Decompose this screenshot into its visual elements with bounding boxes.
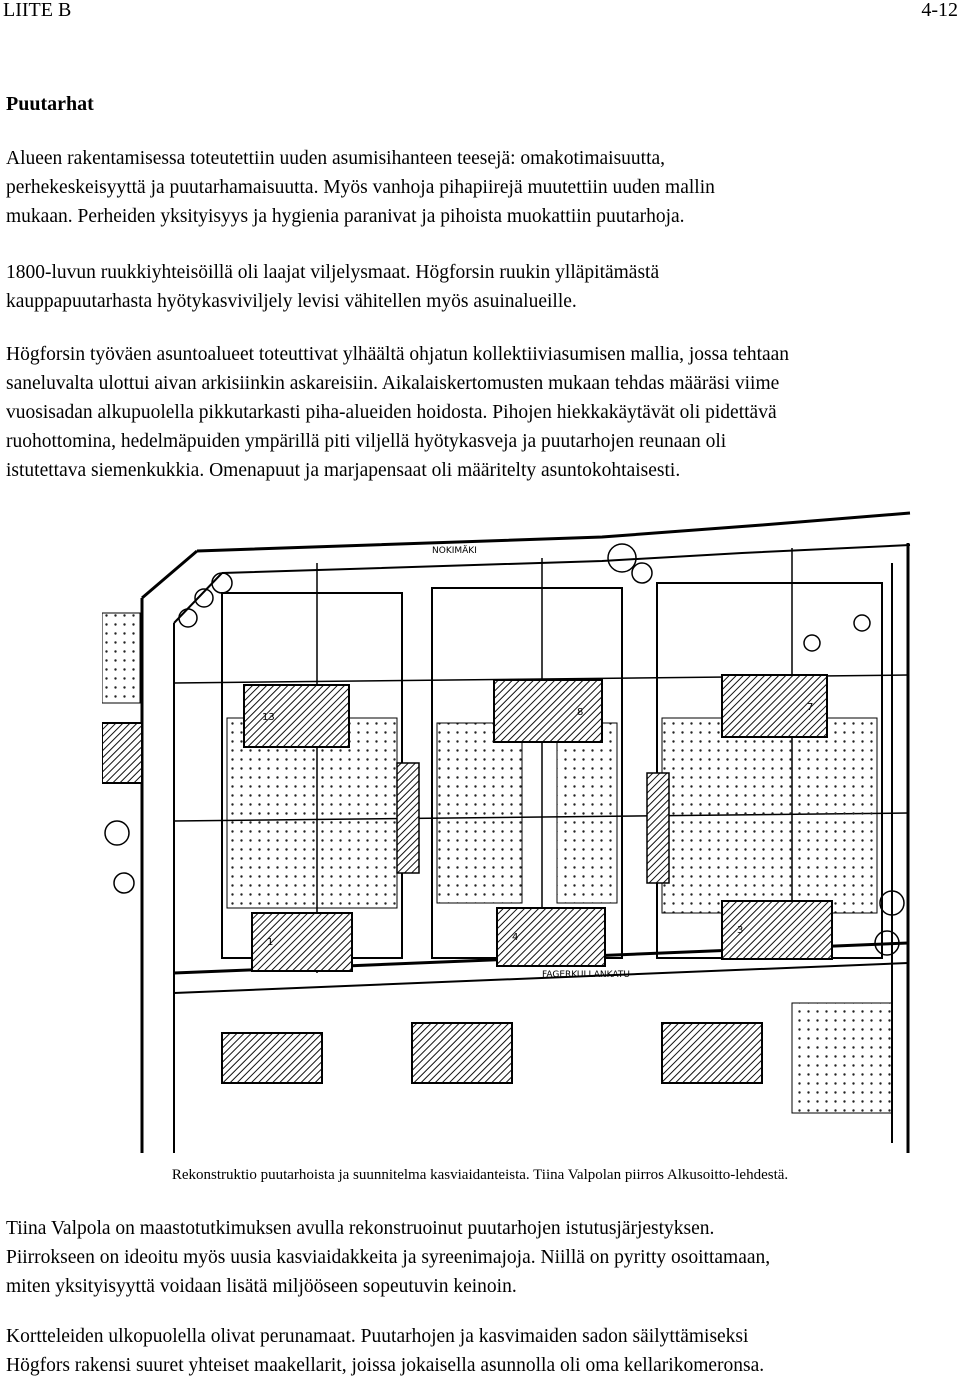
building-number: 3	[737, 925, 744, 936]
paragraph-line: Piirrokseen on ideoitu myös uusia kasviaidakkeita ja syreenimajoja. Niillä on pyritty osoittamaan,	[6, 1247, 771, 1268]
street-label-top: NOKIMÄKI	[432, 546, 477, 556]
page-number: 4-12	[921, 0, 958, 21]
paragraph-line: Tiina Valpola on maastotutkimuksen avulla rekonstruoinut puutarhojen istutusjärjestyksen.	[6, 1218, 715, 1239]
paragraph-line: Högfors rakensi suuret yhteiset maakellarit, joissa jokaisella asunnolla oli oma kellarikomeronsa.	[6, 1355, 765, 1376]
paragraph-2	[6, 258, 958, 316]
appendix-label: LIITE B	[3, 0, 72, 21]
paragraph-line: miten yksityisyyttä voidaan lisätä miljööseen sopeutuvin keinoin.	[6, 1276, 517, 1297]
building-number: 4	[512, 932, 519, 943]
building-number: 13	[262, 712, 275, 723]
paragraph-line: mukaan. Perheiden yksityisyys ja hygienia paranivat ja pihoista muokattiin puutarhoja.	[6, 206, 685, 227]
paragraph-4	[6, 1214, 958, 1301]
building-number: 8	[577, 707, 584, 718]
paragraph-line: ruohottomina, hedelmäpuiden ympärillä piti viljellä hyötykasveja ja puutarhojen reunaan oli	[6, 431, 727, 452]
paragraph-line: vuosisadan alkupuolella pikkutarkasti piha-alueiden hoidosta. Pihojen hiekkakäytävät oli pidettävä	[6, 402, 777, 423]
figure-caption: Rekonstruktio puutarhoista ja suunnitelma kasviaidanteista. Tiina Valpolan piirros Alkusoitto-lehdestä.	[171, 1167, 789, 1183]
paragraph-line: saneluvalta ulottui aivan arkisiinkin askareisiin. Aikalaiskertomusten mukaan tehdas määräsi viime	[6, 373, 780, 394]
paragraph-1	[6, 144, 958, 231]
paragraph-line: perhekeskeisyyttä ja puutarhamaisuutta. Myös vanhoja pihapiirejä muutettiin uuden mallin	[6, 177, 715, 198]
page-header	[0, 0, 960, 24]
paragraph-line: Kortteleiden ulkopuolella olivat perunamaat. Puutarhojen ja kasvimaiden sadon säilyttämiseksi	[6, 1326, 749, 1347]
building-number: 7	[807, 702, 814, 713]
paragraph-line: Alueen rakentamisessa toteutettiin uuden asumisihanteen teesejä: omakotimaisuutta,	[6, 148, 666, 169]
site-plan-drawing	[102, 503, 912, 1153]
street-label-bottom: FAGERKULLANKATU	[542, 970, 630, 980]
paragraph-5	[6, 1322, 958, 1380]
building-number: 1	[267, 937, 274, 948]
paragraph-3	[6, 340, 958, 485]
paragraph-line: 1800-luvun ruukkiyhteisöillä oli laajat viljelysmaat. Högforsin ruukin ylläpitämästä	[6, 262, 660, 283]
paragraph-line: istutettava siemenkukkia. Omenapuut ja marjapensaat oli määritelty asuntokohtaisesti.	[6, 460, 681, 481]
paragraph-line: kauppapuutarhasta hyötykasviviljely levisi vähitellen myös asuinalueille.	[6, 291, 577, 312]
paragraph-line: Högforsin työväen asuntoalueet toteuttivat ylhäältä ohjatun kollektiiviasumisen mallia, jossa tehtaan	[6, 344, 790, 365]
section-title: Puutarhat	[6, 93, 94, 115]
